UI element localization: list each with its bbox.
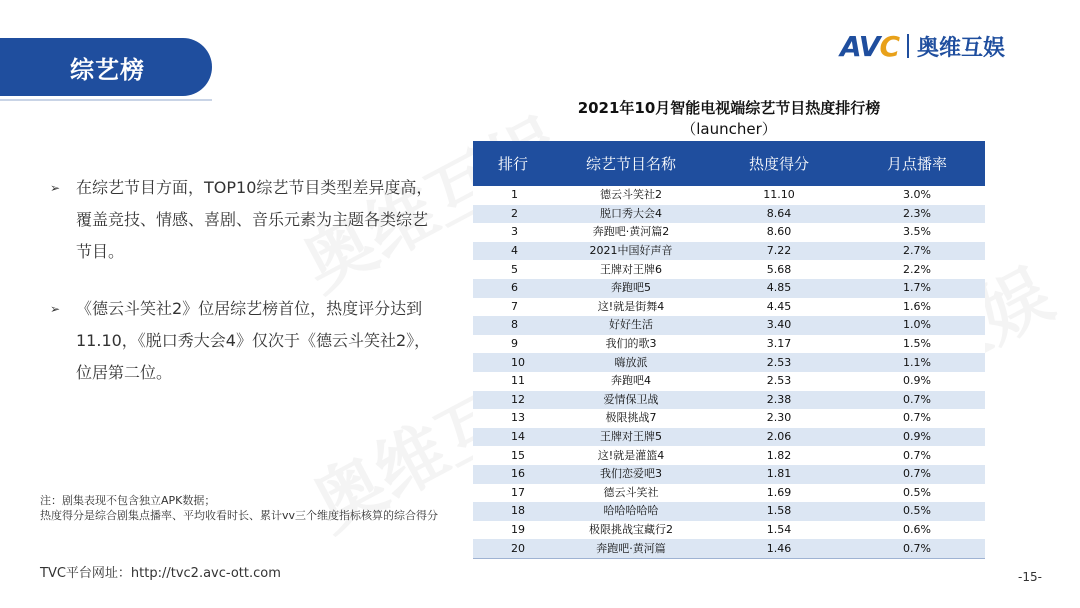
table-row: [473, 372, 985, 391]
table-row: [473, 260, 985, 279]
monthly-rate-cell: 2.3%: [849, 205, 985, 224]
monthly-rate-cell: 0.5%: [849, 502, 985, 521]
footnotes: [40, 493, 460, 523]
table-row: [473, 391, 985, 410]
monthly-rate-cell: 1.0%: [849, 316, 985, 335]
bullet-text: 在综艺节目方面，TOP10综艺节目类型差异度高，覆盖竞技、情感、喜剧、音乐元素为主题各类综艺节目。: [76, 178, 433, 261]
rank-cell: 13: [473, 409, 553, 428]
rank-cell: 19: [473, 521, 553, 540]
bullet-text: 《德云斗笑社2》位居综艺榜首位，热度评分达到11.10，《脱口秀大会4》仅次于《德云斗笑社2》，位居第二位。: [76, 299, 431, 382]
column-header: 月点播率: [849, 141, 985, 186]
bullet-item: [50, 293, 440, 389]
monthly-rate-cell: 1.5%: [849, 335, 985, 354]
column-header: 综艺节目名称: [553, 141, 709, 186]
monthly-rate-cell: 0.7%: [849, 391, 985, 410]
program-name-cell: 极限挑战7: [553, 409, 709, 428]
program-name-cell: 嗨放派: [553, 353, 709, 372]
rank-cell: 8: [473, 316, 553, 335]
heat-score-cell: 8.60: [709, 223, 849, 242]
heat-score-cell: 1.82: [709, 446, 849, 465]
program-name-cell: 极限挑战宝藏行2: [553, 521, 709, 540]
table-row: [473, 223, 985, 242]
monthly-rate-cell: 0.9%: [849, 372, 985, 391]
table-row: [473, 353, 985, 372]
program-name-cell: 王牌对王牌6: [553, 260, 709, 279]
heat-score-cell: 3.40: [709, 316, 849, 335]
program-name-cell: 奔跑吧·黄河篇: [553, 539, 709, 558]
table-row: [473, 205, 985, 224]
monthly-rate-cell: 0.7%: [849, 409, 985, 428]
table-title: 2021年10月智能电视端综艺节目热度排行榜: [577, 99, 881, 117]
bullet-item: [50, 172, 440, 268]
table-row: [473, 298, 985, 317]
table-row: [473, 502, 985, 521]
table-row: [473, 409, 985, 428]
rank-cell: 18: [473, 502, 553, 521]
heat-score-cell: 7.22: [709, 242, 849, 261]
monthly-rate-cell: 1.6%: [849, 298, 985, 317]
program-name-cell: 哈哈哈哈哈: [553, 502, 709, 521]
heat-score-cell: 5.68: [709, 260, 849, 279]
heat-score-cell: 2.06: [709, 428, 849, 447]
section-title: 综艺榜: [70, 55, 145, 84]
monthly-rate-cell: 2.2%: [849, 260, 985, 279]
table-body: [473, 186, 985, 558]
rank-cell: 1: [473, 186, 553, 205]
monthly-rate-cell: 0.9%: [849, 428, 985, 447]
heat-score-cell: 1.54: [709, 521, 849, 540]
heat-score-cell: 3.17: [709, 335, 849, 354]
monthly-rate-cell: 0.7%: [849, 446, 985, 465]
program-name-cell: 好好生活: [553, 316, 709, 335]
heat-score-cell: 2.30: [709, 409, 849, 428]
rank-cell: 14: [473, 428, 553, 447]
heat-score-cell: 1.81: [709, 465, 849, 484]
monthly-rate-cell: 3.5%: [849, 223, 985, 242]
heat-score-cell: 2.38: [709, 391, 849, 410]
monthly-rate-cell: 1.7%: [849, 279, 985, 298]
program-name-cell: 我们的歌3: [553, 335, 709, 354]
rank-cell: 9: [473, 335, 553, 354]
table-row: [473, 279, 985, 298]
logo-text-en: AVC: [840, 29, 900, 63]
program-name-cell: 德云斗笑社: [553, 484, 709, 503]
heat-score-cell: 1.69: [709, 484, 849, 503]
table-subtitle: （launcher）: [681, 120, 777, 138]
logo-text-cn: 奥维互娱: [917, 35, 1006, 61]
platform-url[interactable]: TVC平台网址：http://tvc2.avc-ott.com: [40, 566, 281, 581]
rank-cell: 11: [473, 372, 553, 391]
arrow-bullet-icon: ➢: [50, 302, 61, 316]
table-row: [473, 335, 985, 354]
rank-cell: 10: [473, 353, 553, 372]
monthly-rate-cell: 0.7%: [849, 539, 985, 558]
monthly-rate-cell: 1.1%: [849, 353, 985, 372]
rank-cell: 17: [473, 484, 553, 503]
rank-cell: 3: [473, 223, 553, 242]
column-header: 热度得分: [709, 141, 849, 186]
rank-cell: 15: [473, 446, 553, 465]
brand-logo: [840, 30, 1005, 62]
table-header-row: [473, 141, 985, 186]
table-row: [473, 539, 985, 558]
table-row: [473, 446, 985, 465]
program-name-cell: 脱口秀大会4: [553, 205, 709, 224]
table-row: [473, 521, 985, 540]
page-number: -15-: [1018, 570, 1042, 584]
program-name-cell: 奔跑吧·黄河篇2: [553, 223, 709, 242]
title-underline: [0, 99, 212, 101]
logo-divider: [907, 34, 909, 58]
heat-score-cell: 2.53: [709, 372, 849, 391]
rank-cell: 16: [473, 465, 553, 484]
program-name-cell: 奔跑吧4: [553, 372, 709, 391]
program-name-cell: 爱情保卫战: [553, 391, 709, 410]
program-name-cell: 奔跑吧5: [553, 279, 709, 298]
monthly-rate-cell: 0.5%: [849, 484, 985, 503]
rank-cell: 7: [473, 298, 553, 317]
heat-score-cell: 1.58: [709, 502, 849, 521]
table-row: [473, 242, 985, 261]
rank-cell: 12: [473, 391, 553, 410]
heat-score-cell: 4.45: [709, 298, 849, 317]
table-row: [473, 186, 985, 205]
footnote-line: 热度得分是综合剧集点播率、平均收看时长、累计vv三个维度指标核算的综合得分: [40, 509, 439, 522]
column-header: 排行: [473, 141, 553, 186]
rank-cell: 4: [473, 242, 553, 261]
monthly-rate-cell: 0.6%: [849, 521, 985, 540]
summary-bullets: [50, 172, 440, 414]
rank-cell: 6: [473, 279, 553, 298]
program-name-cell: 这!就是灌篮4: [553, 446, 709, 465]
table-row: [473, 484, 985, 503]
program-name-cell: 我们恋爱吧3: [553, 465, 709, 484]
table-row: [473, 428, 985, 447]
table-row: [473, 316, 985, 335]
monthly-rate-cell: 2.7%: [849, 242, 985, 261]
arrow-bullet-icon: ➢: [50, 181, 61, 195]
heat-score-cell: 2.53: [709, 353, 849, 372]
rank-cell: 5: [473, 260, 553, 279]
table-row: [473, 465, 985, 484]
section-title-tab: [0, 38, 212, 96]
footnote-line: 注：剧集表现不包含独立APK数据；: [40, 494, 216, 507]
monthly-rate-cell: 3.0%: [849, 186, 985, 205]
rank-cell: 20: [473, 539, 553, 558]
program-name-cell: 德云斗笑社2: [553, 186, 709, 205]
monthly-rate-cell: 0.7%: [849, 465, 985, 484]
ranking-table: [473, 141, 985, 559]
heat-score-cell: 11.10: [709, 186, 849, 205]
program-name-cell: 这!就是街舞4: [553, 298, 709, 317]
heat-score-cell: 1.46: [709, 539, 849, 558]
heat-score-cell: 8.64: [709, 205, 849, 224]
program-name-cell: 2021中国好声音: [553, 242, 709, 261]
heat-score-cell: 4.85: [709, 279, 849, 298]
program-name-cell: 王牌对王牌5: [553, 428, 709, 447]
rank-cell: 2: [473, 205, 553, 224]
